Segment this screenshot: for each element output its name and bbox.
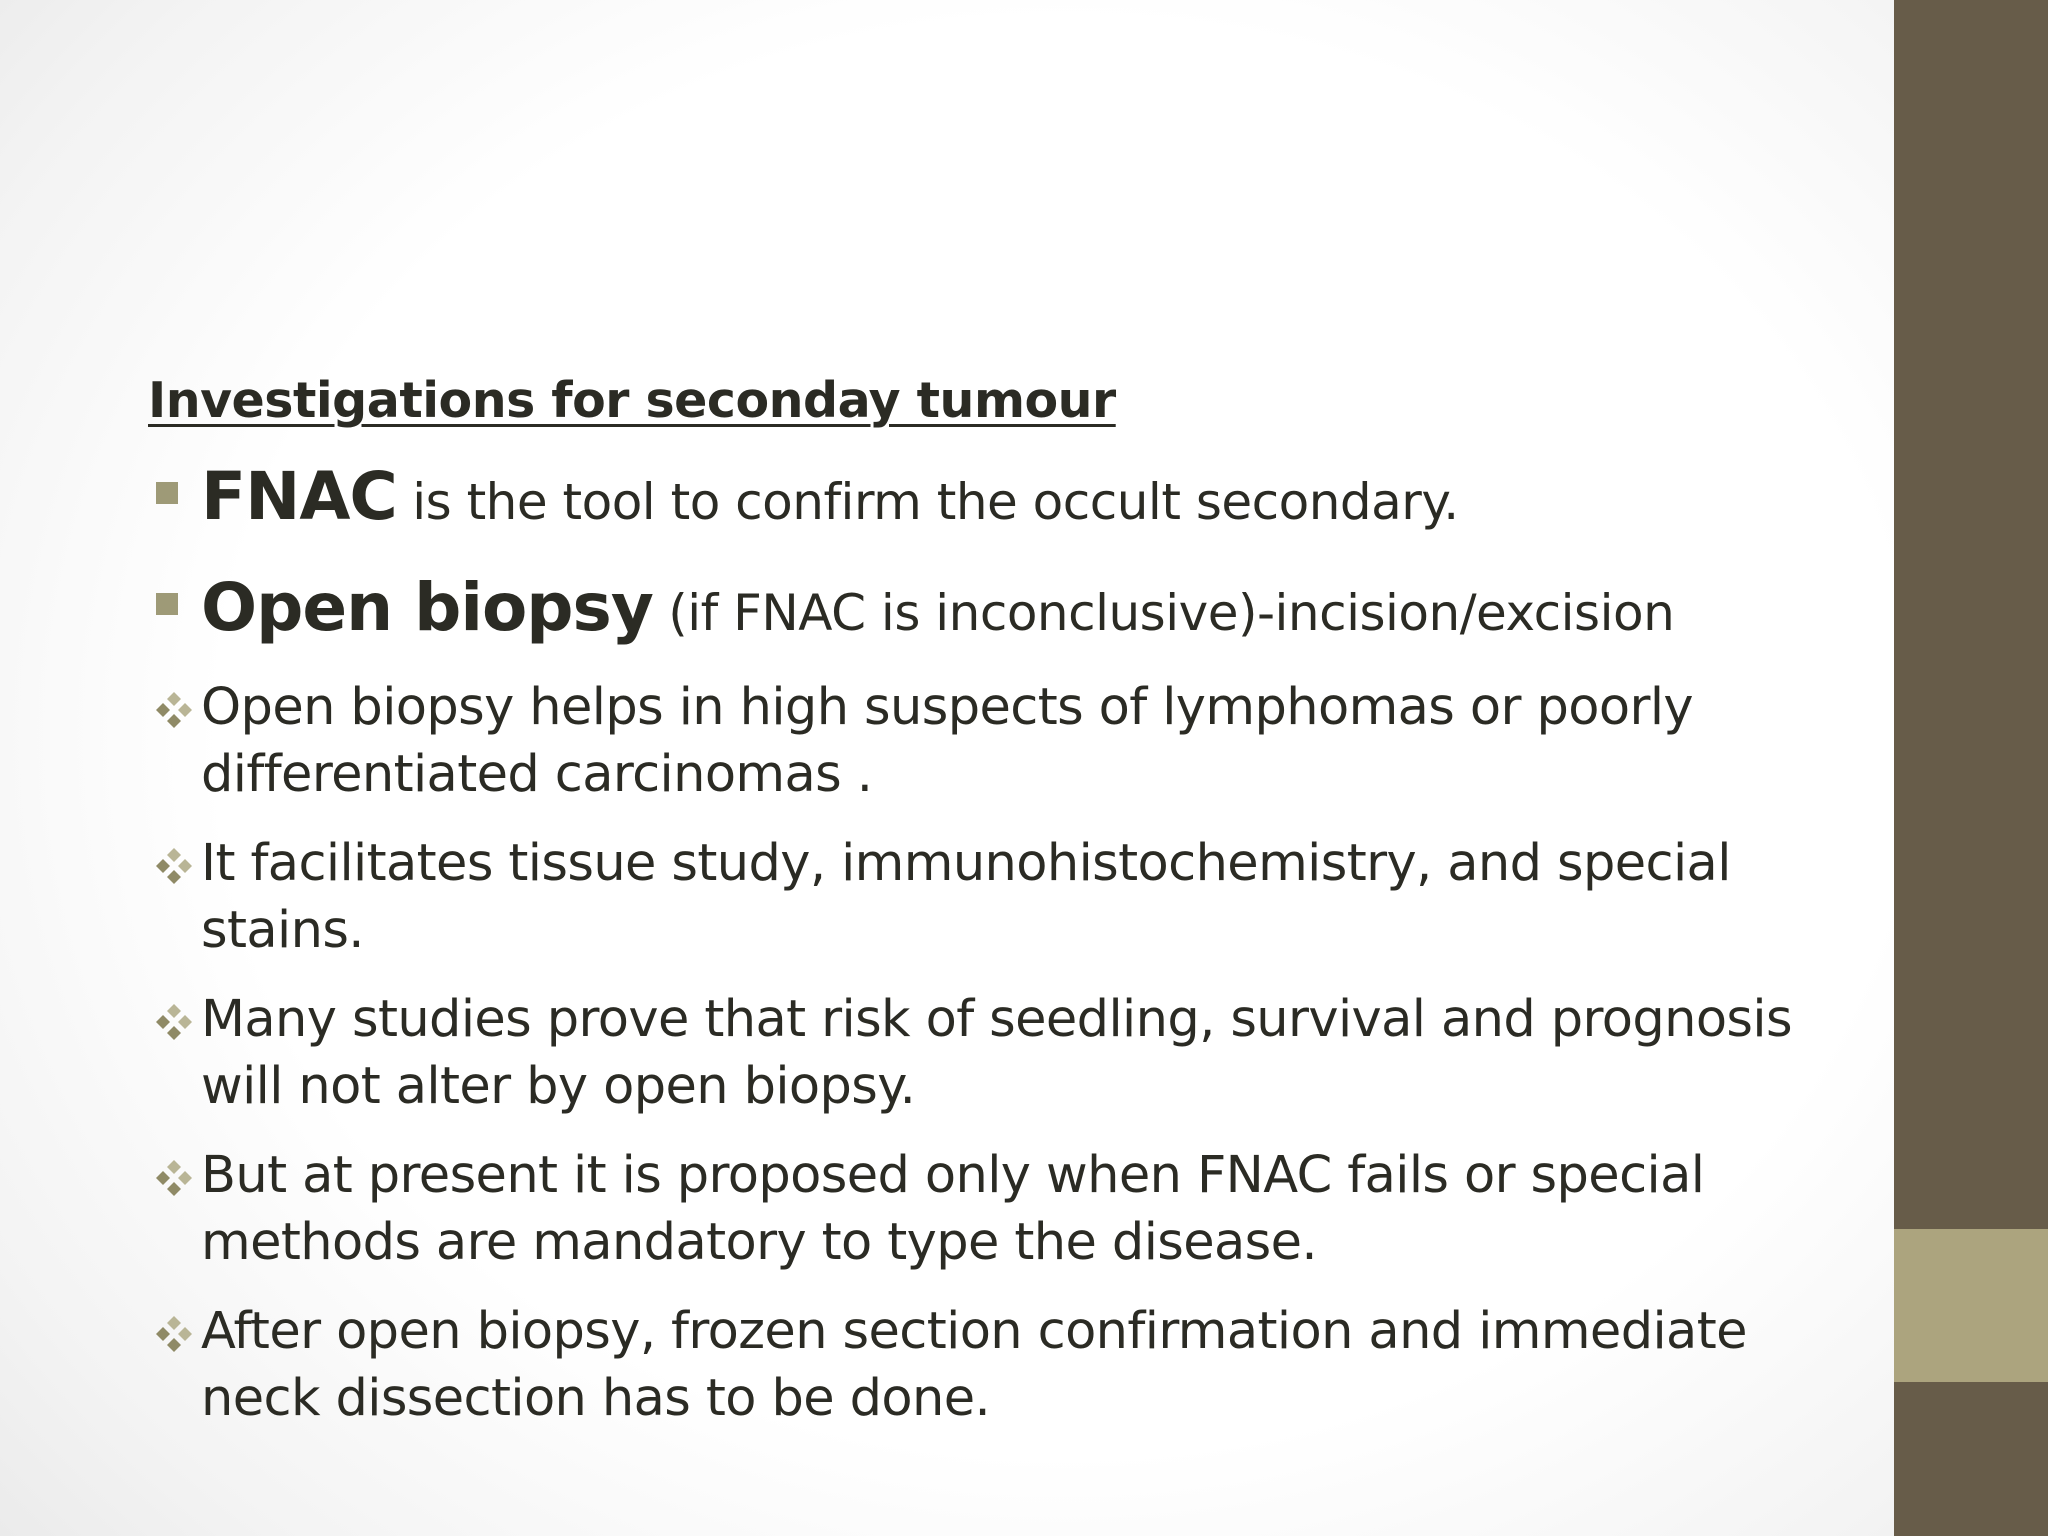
- diamond-list-item: [148, 1142, 1868, 1276]
- diamond-list-item: [148, 986, 1868, 1120]
- square-list-item: [148, 563, 1868, 658]
- four-diamond-bullet-icon: [154, 1002, 194, 1042]
- item-text: It facilitates tissue study, immunohistochemistry, and special stains.: [201, 834, 1731, 960]
- square-bullet-icon: [156, 482, 178, 504]
- four-diamond-bullet-icon: [154, 690, 194, 730]
- four-diamond-bullet-icon: [154, 846, 194, 886]
- diamond-list-item: [148, 830, 1868, 964]
- square-list-item: [148, 452, 1868, 547]
- item-term: Open biopsy: [201, 569, 653, 646]
- item-text: After open biopsy, frozen section confirmation and immediate neck dissection has to be done.: [201, 1302, 1747, 1428]
- item-term: FNAC: [201, 458, 397, 535]
- item-text: Open biopsy helps in high suspects of lymphomas or poorly differentiated carcinomas .: [201, 678, 1693, 804]
- diamond-list-item: [148, 1298, 1868, 1432]
- item-text: (if FNAC is inconclusive)-incision/excision: [652, 584, 1675, 642]
- item-text: But at present it is proposed only when FNAC fails or special methods are mandatory to type the disease.: [201, 1146, 1705, 1272]
- four-diamond-bullet-icon: [154, 1158, 194, 1198]
- diamond-list-item: [148, 674, 1868, 808]
- square-bullet-icon: [156, 593, 178, 615]
- item-text: Many studies prove that risk of seedling, survival and prognosis will not alter by open biopsy.: [201, 990, 1792, 1116]
- four-diamond-bullet-icon: [154, 1314, 194, 1354]
- slide-heading: Investigations for seconday tumour: [148, 372, 1116, 429]
- slide-content: [148, 368, 1868, 1454]
- sidebar-accent-block: [1894, 1229, 2048, 1382]
- item-text: is the tool to confirm the occult secondary.: [396, 473, 1459, 531]
